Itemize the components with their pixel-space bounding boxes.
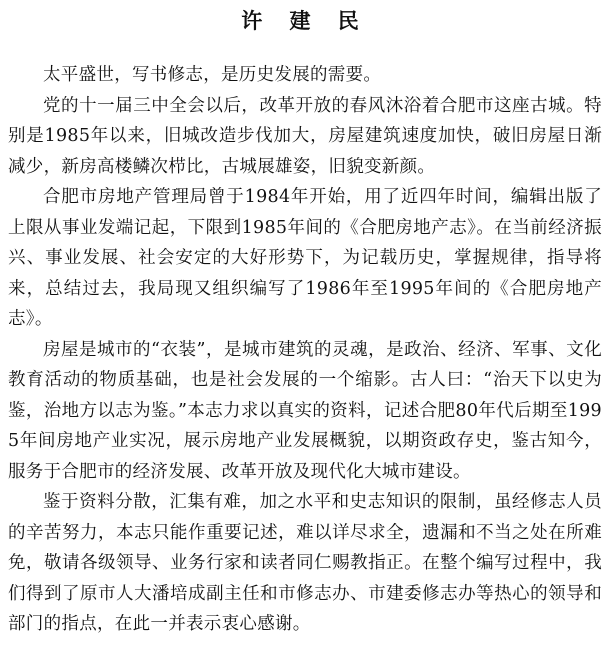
paragraph-5: 鉴于资料分散，汇集有难，加之水平和史志知识的限制，虽经修志人员的辛苦努力，本志只能作重要记述，难以详尽求全，遗漏和不当之处在所难免，敬请各级领导、业务行家和读者同仁赐教指正。在整个编写过程中，我们得到了原市人大潘培成副主任和市修志办、市建委修志办等热心的领导和部门的指点，在此一并表示衷心感谢。 [8,492,602,634]
paragraph-4: 房屋是城市的“衣装”，是城市建筑的灵魂，是政治、经济、军事、文化教育活动的物质基础，也是社会发展的一个缩影。古人曰：“治天下以史为鉴，治地方以志为鉴。”本志力求以真实的资料，记述合肥80年代后期至1995年间房地产业实况，展示房地产业发展概貌，以期资政存史，鉴古知今，服务于合肥市的经济发展、改革开放及现代化大城市建设。 [8,339,602,482]
paragraph-1: 太平盛世，写书修志，是历史发展的需要。 [43,65,382,85]
paragraph-2: 党的十一届三中全会以后，改革开放的春风沐浴着合肥市这座古城。特别是1985年以来，旧城改造步伐加大，房屋建筑速度加快，破旧房屋日渐减少，新房高楼鳞次栉比，古城展雄姿，旧貌变新颜。 [8,95,602,177]
paragraph-3: 合肥市房地产管理局曾于1984年开始，用了近四年时间，编辑出版了上限从事业发端记起，下限到1985年间的《合肥房地产志》。在当前经济振兴、事业发展、社会安定的大好形势下，为记载历史，掌握规律，指导将来，总结过去，我局现又组织编写了1986年至1995年间的《合肥房地产志》。 [8,187,602,329]
author-name: 许 建 民 [241,8,369,33]
